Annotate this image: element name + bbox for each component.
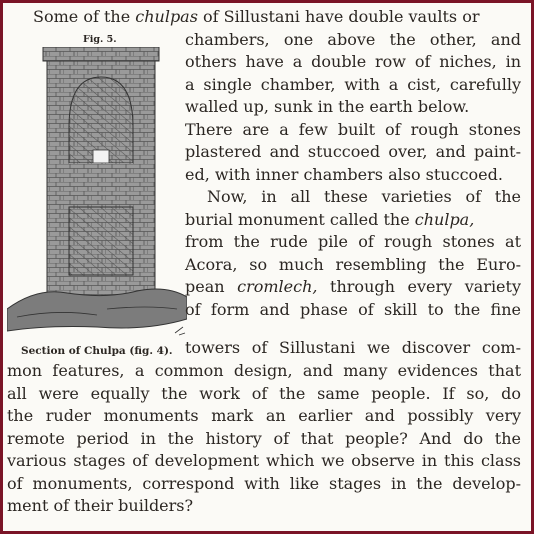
figure-caption: Section of Chulpa (fig. 4). [21,345,173,357]
paragraph-2-line-11: remote period in the history of that people? And do the [7,429,521,448]
paragraph-2-line-10: the ruder monuments mark an earlier and possibly very [7,406,521,425]
paragraph-1-line-1: Some of the chulpas of Sillustani have double vaults or [33,7,480,26]
paragraph-1-line-6: There are a few built of rough stones [185,120,521,139]
paragraph-2-line-8: mon features, a common design, and many evidences that [7,361,521,380]
paragraph-1-line-4: a single chamber, with a cist, carefully [185,75,521,94]
paragraph-2-line-12: various stages of development which we observe in this class [7,451,521,470]
book-page [3,3,531,531]
paragraph-1-line-3: others have a double row of niches, in [185,52,521,71]
paragraph-2-line-1: Now, in all these varieties of the [207,187,521,206]
paragraph-2-line-13: of monuments, correspond with like stages in the develop- [7,474,521,493]
paragraph-2-line-6: of form and phase of skill to the fine [185,300,521,319]
paragraph-2-line-3: from the rude pile of rough stones at [185,232,521,251]
paragraph-2-line-9: all were equally the work of the same people. If so, do [7,384,521,403]
paragraph-1-line-5: walled up, sunk in the earth below. [185,97,470,116]
paragraph-1-line-8: ed, with inner chambers also stuccoed. [185,165,503,184]
paragraph-1-line-2: chambers, one above the other, and [185,30,521,49]
paragraph-2-line-14: ment of their builders? [7,496,194,515]
paragraph-2-line-4: Acora, so much resembling the Euro- [185,255,521,274]
paragraph-2-line-2: burial monument called the chulpa, [185,210,475,229]
chulpa-tower-illustration [7,47,187,337]
paragraph-2-line-7: towers of Sillustani we discover com- [185,338,521,357]
paragraph-2-line-5: pean cromlech, through every variety [185,277,521,296]
paragraph-1-line-7: plastered and stuccoed over, and paint- [185,142,521,161]
figure-label: Fig. 5. [83,34,117,45]
